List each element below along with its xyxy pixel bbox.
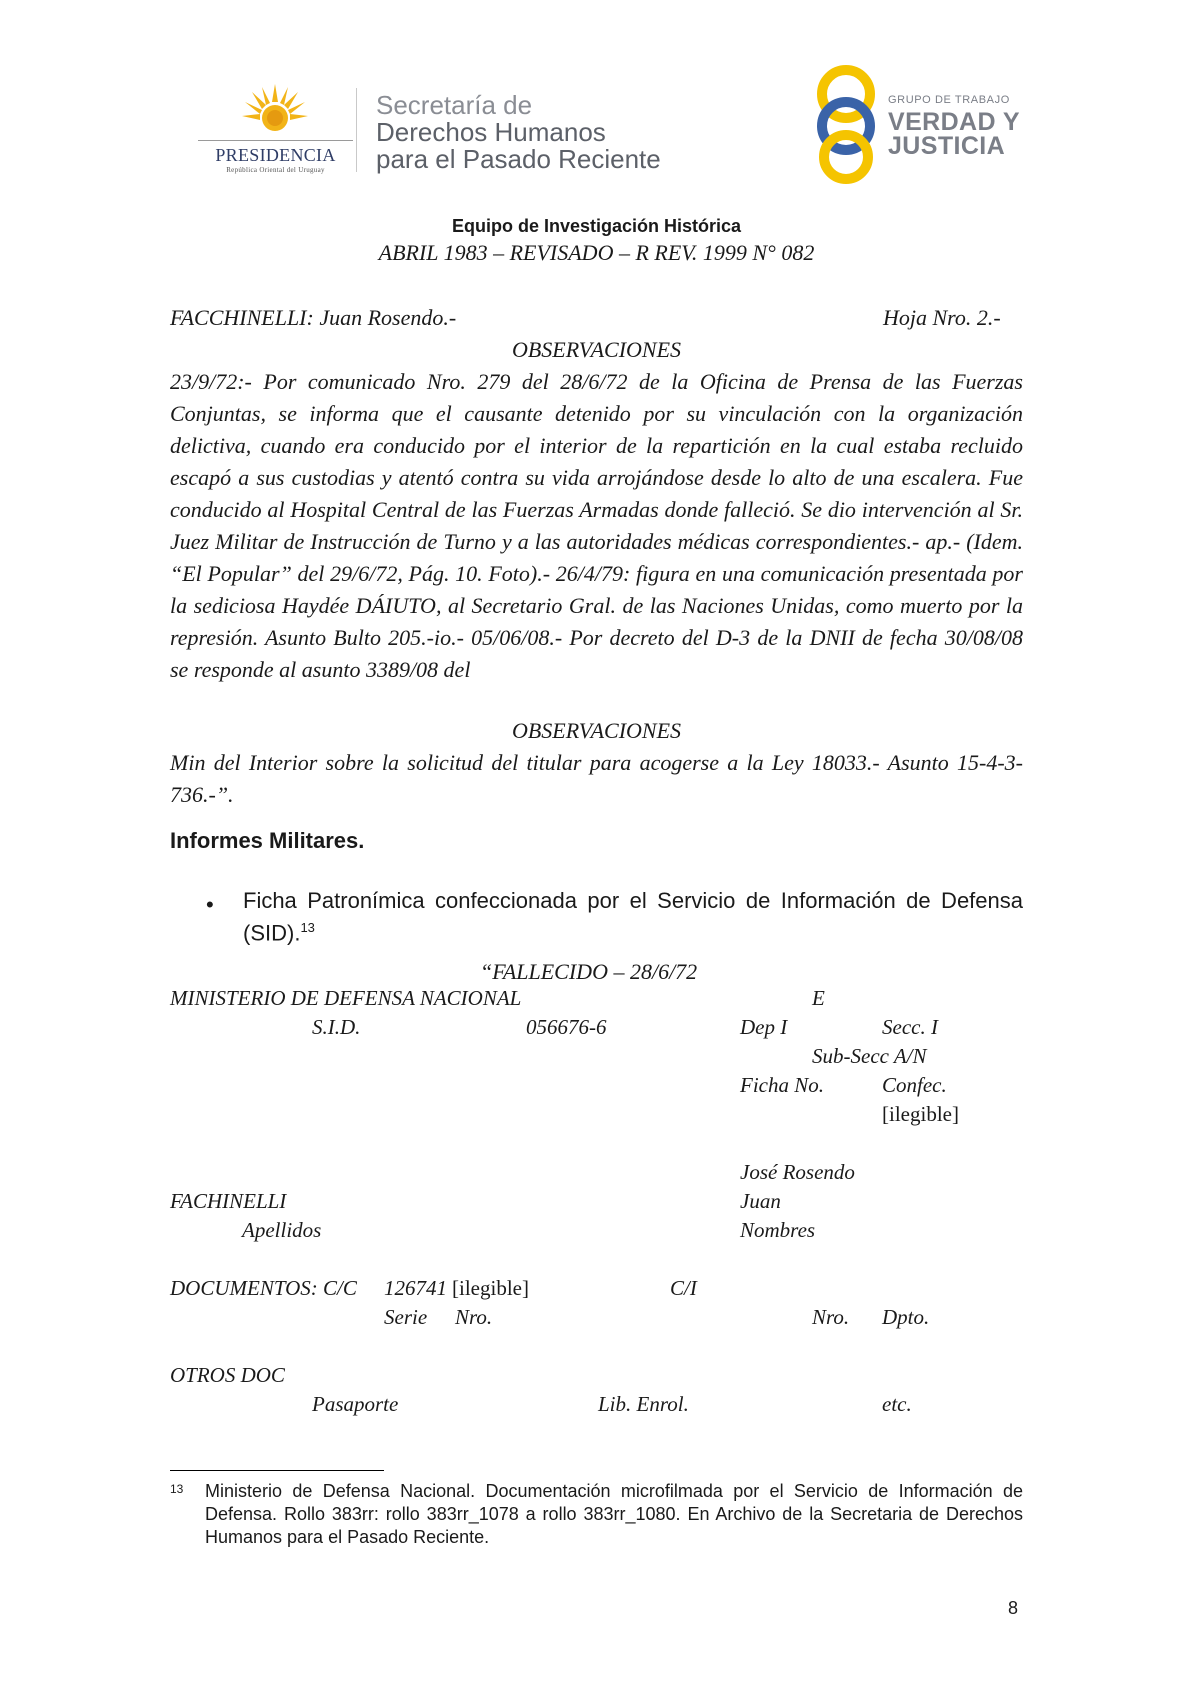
secc-label: Secc. I [882,1015,938,1039]
nro-label-1: Nro. [455,1305,493,1329]
secretaria-line-1: Secretaría de [376,90,533,120]
secretaria-logo-text [376,92,716,173]
bullet-marker: • [206,892,214,917]
lib-enrol-label: Lib. Enrol. [598,1392,689,1416]
section-heading: Informes Militares. [170,828,365,853]
fallecido-note: “FALLECIDO – 28/6/72 [480,959,698,984]
sid-label: S.I.D. [312,1015,361,1039]
apellido-value: FACHINELLI [170,1189,287,1213]
confec-label: Confec. [882,1073,947,1097]
ilegible-2: [ilegible] [452,1276,529,1300]
etc-label: etc. [882,1392,912,1416]
documentos-label: DOCUMENTOS: C/C [170,1276,357,1300]
presidencia-subtitle: República Oriental del Uruguay [226,166,325,174]
observaciones-title-1: OBSERVACIONES [511,337,682,362]
nro-label-2: Nro. [812,1305,850,1329]
observaciones-paragraph-2: Min del Interior sobre la solicitud del titular para acogerse a la Ley 18033.- Asunto 15-4-3-736.-”. [170,750,1023,807]
ci-label: C/I [670,1276,697,1300]
ficha-no-label: Ficha No. [740,1073,824,1097]
grupo-line-2: JUSTICIA [888,132,1006,160]
nombres-label: Nombres [740,1218,816,1242]
cc-number: 126741 [384,1276,447,1300]
document-reference: ABRIL 1983 – REVISADO – R REV. 1999 N° 082 [378,240,815,265]
subject-name: FACCHINELLI: Juan Rosendo.- [170,305,457,330]
footnote-number: 13 [170,1482,184,1496]
secretaria-line-2: Derechos Humanos [376,117,606,147]
footnote-ref[interactable]: 13 [300,920,315,935]
dpto-label: Dpto. [882,1305,930,1329]
grupo-line-1: VERDAD Y [888,108,1020,136]
presidencia-word: PRESIDENCIA [215,145,336,165]
observaciones-title-2: OBSERVACIONES [511,718,682,743]
team-title: Equipo de Investigación Histórica [451,216,742,236]
bullet-item [243,887,1023,946]
grupo-small-text: GRUPO DE TRABAJO [888,94,1010,106]
ministerio-label: MINISTERIO DE DEFENSA NACIONAL [170,986,522,1010]
nombre-line-2: Juan [740,1189,781,1213]
presidencia-logo [198,82,353,174]
verdad-justicia-logo [812,64,1022,186]
apellidos-label: Apellidos [242,1218,322,1242]
logo-divider [356,88,357,172]
sheet-number: Hoja Nro. 2.- [883,305,1001,330]
page-number: 8 [1008,1598,1019,1618]
subsecc-label: Sub-Secc A/N [812,1044,927,1068]
pasaporte-label: Pasaporte [312,1392,399,1416]
ficha-e: E [812,986,825,1010]
footnote-text: Ministerio de Defensa Nacional. Documentación microfilmada por el Servicio de Información de Defensa. Rollo 383rr: rollo 383rr_1078 a rollo 383rr_1080. En Archivo de la Secretaria de Derechos Humanos para el Pasado Reciente. [205,1481,1023,1547]
otros-doc-label: OTROS DOC [170,1363,285,1387]
observaciones-paragraph-1: 23/9/72:- Por comunicado Nro. 279 del 28/6/72 de la Oficina de Prensa de las Fuerzas Conjuntas, se informa que el causante detenido por su vinculación con la organización delictiva, cuando era conducido por el interior de la repartición en la cual estaba recluido escapó a sus custodias y atentó contra su vida arrojándose desde lo alto de una escalera. Fue conducido al Hospital Central de las Fuerzas Armadas donde falleció. Se dio intervención al Sr. Juez Militar de Instrucción de Turno y a las autoridades médicas correspondientes.- ap.- (Idem. “El Popular” del 29/6/72, Pág. 10. Foto).- 26/4/79: figura en una comunicación presentada por la sediciosa Haydée DÁIUTO, al Secretario Gral. de las Naciones Unidas, como muerto por la represión. Asunto Bulto 205.-io.- 05/06/08.- Por decreto del D-3 de la DNII de fecha 30/08/08 se responde al asunto 3389/08 del [170,369,1023,682]
logo-rule [198,140,353,141]
sun-emblem-icon [242,82,308,148]
footnote-separator [170,1470,384,1471]
bullet-text: Ficha Patronímica confeccionada por el Servicio de Información de Defensa (SID). [243,888,1023,946]
secretaria-line-3: para el Pasado Reciente [376,144,661,174]
nombre-line-1: José Rosendo [740,1160,855,1184]
dep-label: Dep I [740,1015,788,1039]
ficha-number: 056676-6 [526,1015,607,1039]
serie-label: Serie [384,1305,428,1329]
ilegible-1: [ilegible] [882,1102,959,1126]
